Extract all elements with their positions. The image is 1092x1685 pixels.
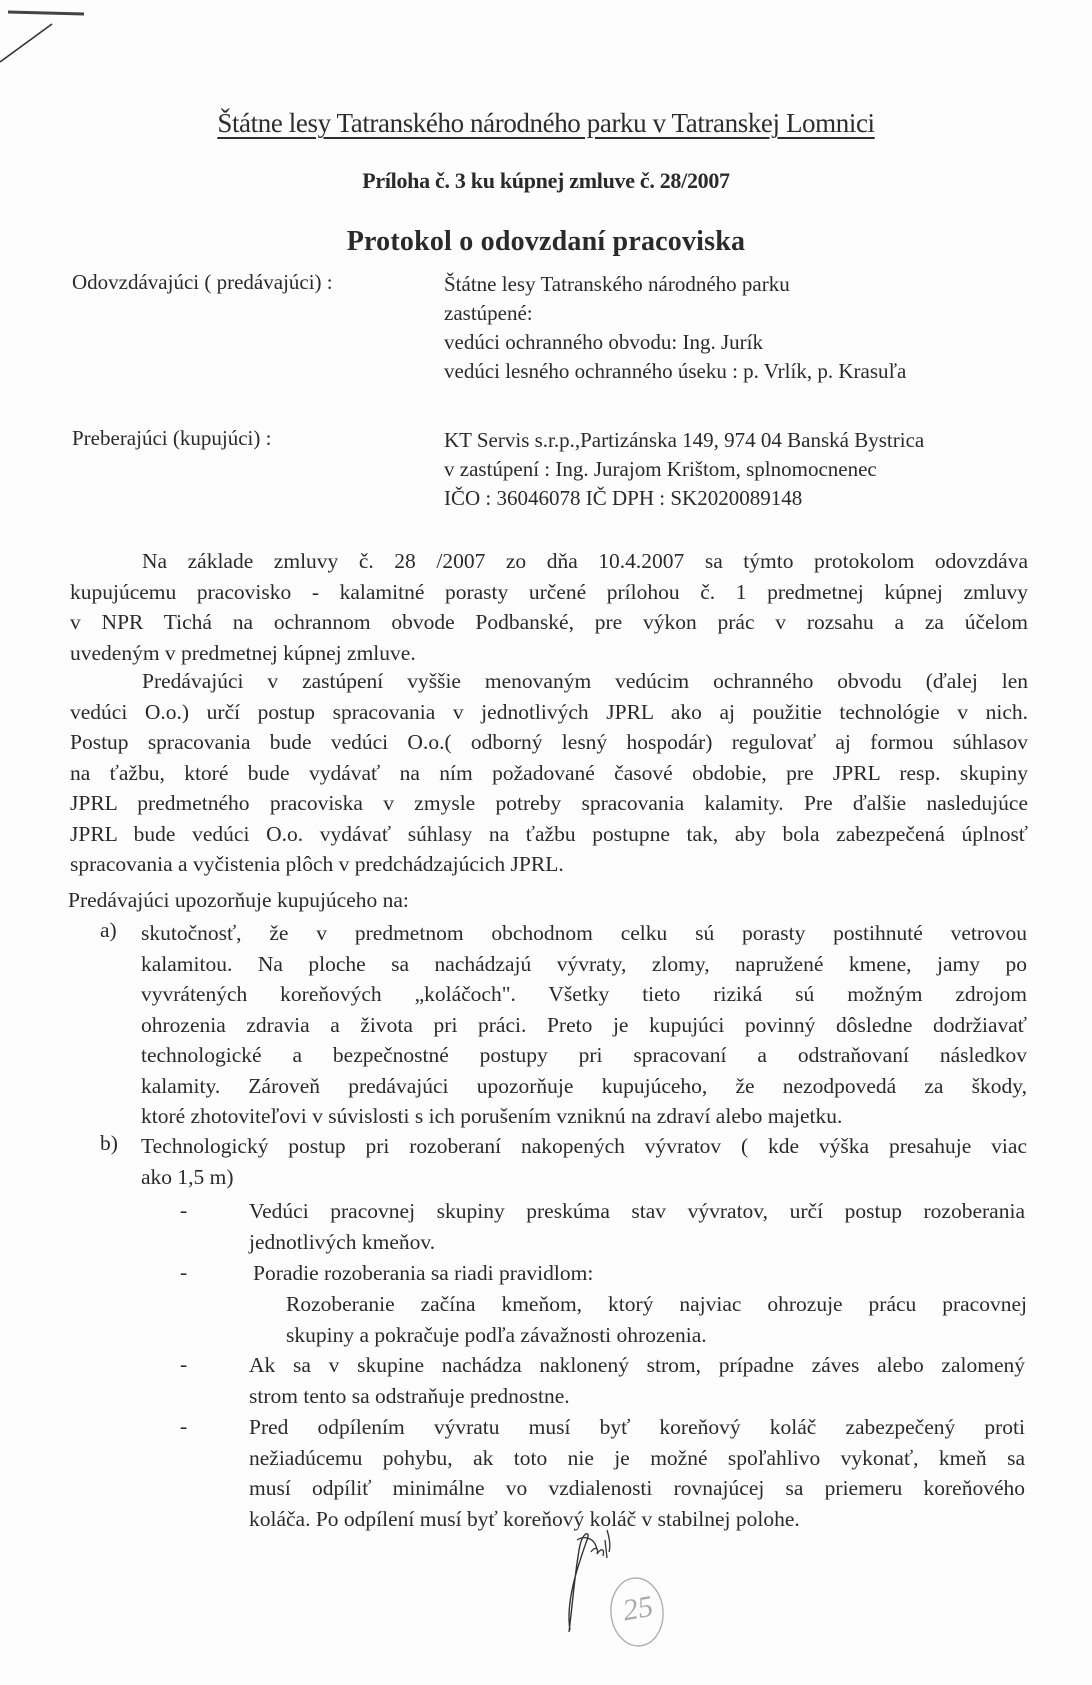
- bullet-dash: -: [180, 1198, 188, 1222]
- bullet-dash: -: [180, 1260, 188, 1284]
- party-line: vedúci ochranného obvodu: Ing. Jurík: [444, 330, 764, 354]
- document-title: Protokol o odovzdaní pracoviska: [346, 226, 746, 257]
- bullet-dash: -: [180, 1414, 188, 1438]
- party-line: KT Servis s.r.p.,Partizánska 149, 974 04 Banská Bystrica: [444, 428, 925, 452]
- page-number: 25: [620, 1589, 656, 1628]
- party-line: zastúpené:: [444, 301, 533, 325]
- party-label: Preberajúci (kupujúci) :: [72, 426, 272, 450]
- paragraph-procedure: Predávajúci v zastúpení vyššie menovaným vedúcim ochranného obvodu (ďalej len vedúci O.o.) určí postup spracovania v jednotlivých JPRL ako aj použitie technológie v nich. Postup spracovania bude vedúci O.o.( odborný lesný hospodár) regulovať aj formou súhlasov na ťažbu, ktoré bude vydávať na ním požadované časové obdobie, pre JPRL resp. skupiny JPRL predmetného pracoviska v zmysle potreby spracovania kalamity. Pre ďalšie nasledujúce JPRL bude vedúci O.o. vydávať súhlasy na ťažbu postupne tak, aby bola zabezpečená úplnosť spracovania a vyčistenia plôch v predchádzajúcich JPRL.: [70, 669, 1028, 876]
- bullet-sub-item: Rozoberanie začína kmeňom, ktorý najviac ohrozuje prácu pracovnej skupiny a pokračuje podľa závažnosti ohrozenia.: [286, 1292, 1027, 1347]
- organization-header: Štátne lesy Tatranského národného parku v Tatranskej Lomnici: [217, 108, 875, 138]
- signature-icon: [525, 1520, 725, 1650]
- annex-reference: Príloha č. 3 ku kúpnej zmluve č. 28/2007: [362, 168, 730, 193]
- party-line: vedúci lesného ochranného úseku : p. Vrlík, p. Krasuľa: [444, 359, 907, 383]
- bullet-item: Poradie rozoberania sa riadi pravidlom:: [253, 1261, 594, 1285]
- list-item-a: skutočnosť, že v predmetnom obchodnom celku sú porasty postihnuté vetrovou kalamitou. Na ploche sa nachádzajú vývraty, zlomy, napružené kmene, jamy po vyvrátených koreňových „koláčoch". Všetky tieto riziká sú možným zdrojom ohrozenia zdravia a života pri práci. Preto je kupujúci povinný dôsledne dodržiavať technologické a bezpečnostné postupy pri spracovaní a odstraňovaní následkov kalamity. Zároveň predávajúci upozorňuje kupujúceho, že nezodpovedá za škody, ktoré zhotoviteľovi v súvislosti s ich porušením vzniknú na zdraví alebo majetku.: [141, 921, 1027, 1128]
- party-line: Štátne lesy Tatranského národného parku: [444, 272, 790, 296]
- warning-intro: Predávajúci upozorňuje kupujúceho na:: [68, 888, 409, 912]
- bullet-item: Ak sa v skupine nachádza naklonený strom, prípadne záves alebo zalomený strom tento sa odstraňuje prednostne.: [249, 1353, 1025, 1408]
- list-item-b: Technologický postup pri rozoberaní nakopených vývratov ( kde výška presahuje viac ako 1,5 m): [141, 1134, 1027, 1189]
- list-label-b: b): [100, 1131, 118, 1155]
- party-line: v zastúpení : Ing. Jurajom Krištom, splnomocnenec: [444, 457, 877, 481]
- party-line: IČO : 36046078 IČ DPH : SK2020089148: [444, 486, 803, 510]
- bullet-dash: -: [180, 1352, 188, 1376]
- corner-pen-mark-icon: [0, 0, 110, 70]
- party-label: Odovzdávajúci ( predávajúci) :: [72, 270, 333, 294]
- list-label-a: a): [100, 918, 117, 942]
- bullet-item: Pred odpílením vývratu musí byť koreňový koláč zabezpečený proti nežiadúcemu pohybu, ak toto nie je možné spoľahlivo vykonať, kmeň sa musí odpíliť minimálne vo vzdialenosti rovnajúcej sa priemeru koreňového koláča. Po odpílení musí byť koreňový koláč v stabilnej polohe.: [249, 1415, 1025, 1531]
- bullet-item: Vedúci pracovnej skupiny preskúma stav vývratov, určí postup rozoberania jednotlivých kmeňov.: [249, 1199, 1025, 1254]
- paragraph-handover: Na základe zmluvy č. 28 /2007 zo dňa 10.4.2007 sa týmto protokolom odovzdáva kupujúcemu pracovisko - kalamitné porasty určené prílohou č. 1 predmetnej kúpnej zmluvy v NPR Tichá na ochrannom obvode Podbanské, pre výkon prác v rozsahu a za účelom uvedeným v predmetnej kúpnej zmluve.: [70, 549, 1028, 665]
